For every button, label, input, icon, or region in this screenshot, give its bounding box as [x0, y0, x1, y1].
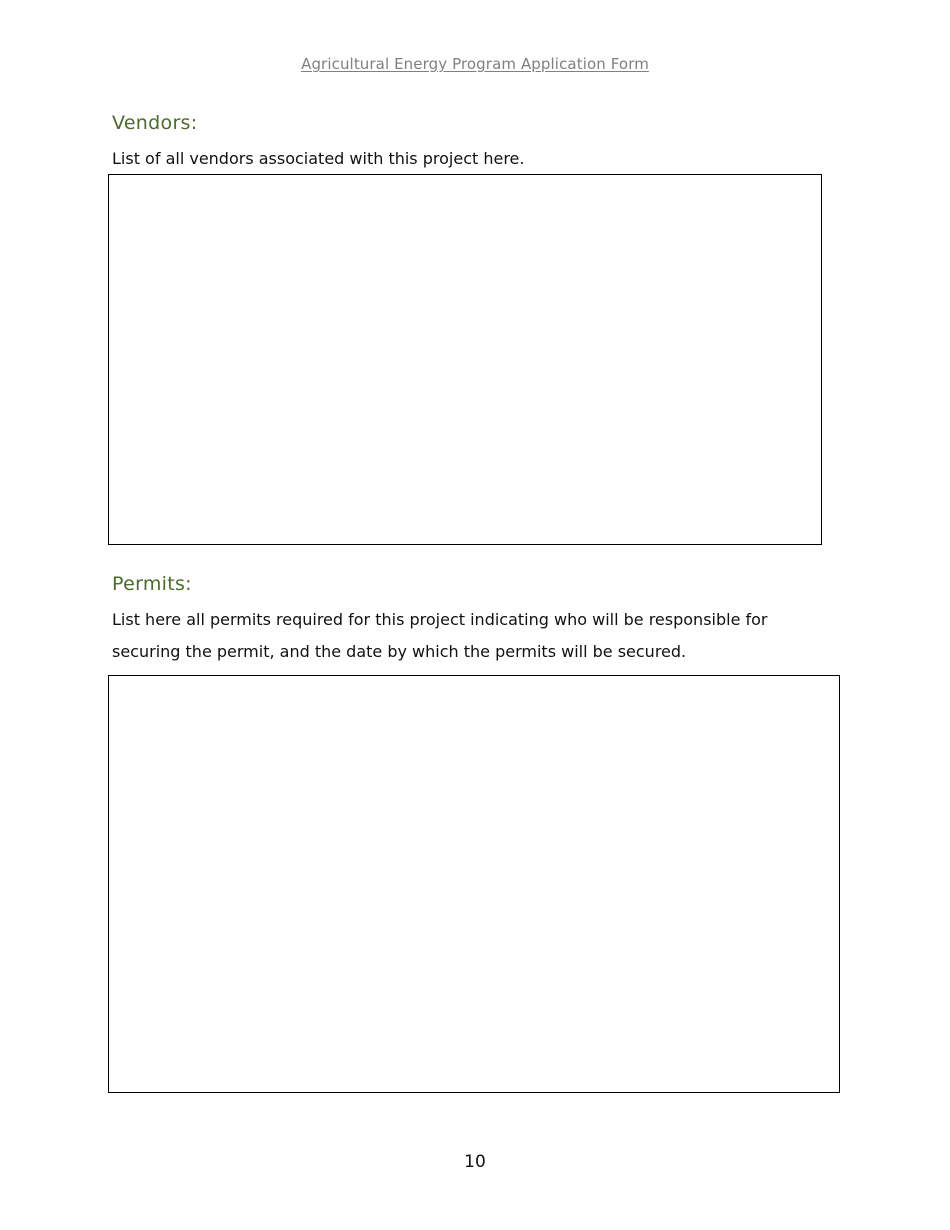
vendors-instruction: List of all vendors associated with this project here.	[112, 149, 525, 168]
permits-input-box[interactable]	[108, 675, 840, 1093]
permits-heading: Permits:	[112, 573, 192, 595]
page-number: 10	[464, 1152, 486, 1172]
vendors-heading: Vendors:	[112, 112, 198, 134]
vendors-input-box[interactable]	[108, 174, 822, 545]
permits-instruction: List here all permits required for this project indicating who will be responsible for securing the permit, and the date by which the permits will be secured.	[112, 610, 768, 661]
page-header-title: Agricultural Energy Program Application Form	[301, 55, 649, 73]
